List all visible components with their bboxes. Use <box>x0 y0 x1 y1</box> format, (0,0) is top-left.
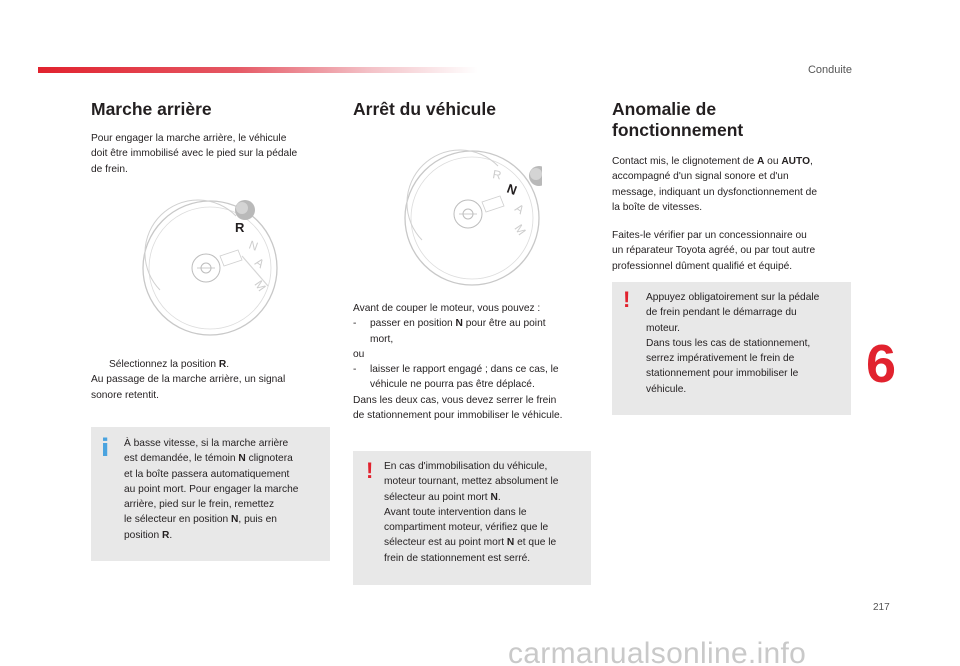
select-position-step: Sélectionnez la position R. Au passage de la marche arrière, un signal sonore retentit. <box>91 359 286 401</box>
dial-label-r: R <box>235 220 245 235</box>
dial-label-r: R <box>491 167 503 183</box>
stop-instructions: Avant de couper le moteur, vous pouvez : - passer en position N pour être au point mort, ou - laisser le rapport engagé ; dans ce cas, le véhicule ne pourra pas être déplacé. Dans les deux cas, vous devez serrer le frein de stationnement pour immobiliser le véhicule. <box>353 303 563 422</box>
reverse-intro: Pour engager la marche arrière, le véhicule doit être immobilisé avec le pied sur la pédale de frein. <box>91 133 298 175</box>
dial-label-a: A <box>252 254 267 272</box>
header-accent-bar <box>38 67 478 73</box>
info-note-low-speed: i À basse vitesse, si la marche arrière est demandée, le témoin N clignotera et la boîte passera automatiquement au point mort. Pour engager la marche arrière, pied sur le frein, remettez le sélecteur en position N, puis en position R. <box>91 427 330 561</box>
dial-label-n: N <box>504 180 519 199</box>
page-number: 217 <box>873 602 890 613</box>
malfunction-description: Contact mis, le clignotement de A ou AUTO, accompagné d'un signal sonore et d'un message, indiquant un dysfonctionnement de la boîte de vitesses. <box>612 156 818 213</box>
section-label: Conduite <box>807 64 852 76</box>
info-icon: i <box>101 434 110 462</box>
gear-selector-dial-reverse <box>140 198 280 338</box>
title-malfunction: Anomalie de fonctionnement <box>612 99 744 140</box>
chapter-number: 6 <box>866 334 897 394</box>
warning-note-engine-running: ! En cas d'immobilisation du véhicule, moteur tournant, mettez absolument le sélecteur au point mort N. Avant toute intervention dans le compartiment moteur, vérifiez que le sélecteur est au point mort N et que le frein de stationnement est serré. <box>353 451 591 585</box>
watermark: carmanualsonline.info <box>508 637 807 666</box>
dial-label-m: M <box>511 221 529 238</box>
warning-icon: ! <box>623 287 631 312</box>
title-vehicle-stop: Arrêt du véhicule <box>353 99 496 119</box>
dial-label-a: A <box>512 200 527 218</box>
warning-note-brake-pedal: ! Appuyez obligatoirement sur la pédale de frein pendant le démarrage du moteur. Dans tous les cas de stationnement, serrez impérativement le frein de stationnement pour immobiliser le véhicule. <box>612 282 851 415</box>
dial-label-n: N <box>246 237 260 254</box>
gear-selector-dial-neutral <box>402 148 542 288</box>
malfunction-advice: Faites-le vérifier par un concessionnaire ou un réparateur Toyota agréé, ou par tout autre professionnel dûment qualifié et équipé. <box>612 230 816 272</box>
title-reverse-gear: Marche arrière <box>91 99 212 119</box>
dial-label-m: M <box>251 277 269 294</box>
warning-icon: ! <box>366 458 374 483</box>
